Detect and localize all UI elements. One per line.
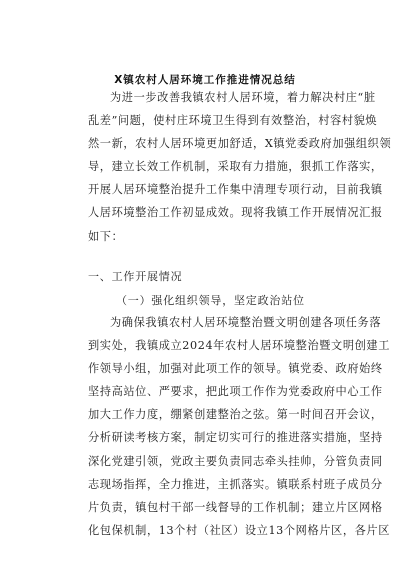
intro-line: 如下：: [88, 229, 124, 243]
intro-line: 乱差”问题，使村庄环境卫生得到有效整治，村容村貌焕: [88, 114, 378, 128]
body-line: 作领导小组，加强对此项工作的领导。镇党委、政府始终: [88, 362, 383, 376]
document-title: X镇农村人居环境工作推进情况总结: [114, 74, 296, 86]
intro-line: 为进一步改善我镇农村人居环境，着力解决村庄“脏: [110, 91, 376, 104]
intro-line: 然一新，农村人居环境更加舒适，X镇党委政府加强组织领: [88, 137, 392, 151]
intro-paragraph: [88, 86, 392, 248]
body-line: 分析研读考核方案，制定切实可行的推进落实措施，坚持: [88, 431, 383, 445]
subsection-heading: （一）强化组织领导，坚定政治站位: [116, 294, 305, 307]
body-line: 深化党建引领，党政主要负责同志牵头挂帅，分管负责同: [88, 454, 383, 468]
intro-line: 导，建立长效工作机制，采取有力措施，狠抓工作落实，: [88, 160, 383, 174]
body-line: 为确保我镇农村人居环境整治暨文明创建各项任务落: [110, 316, 382, 329]
body-line: 加大工作力度，绷紧创建整治之弦。第一时间召开会议，: [88, 408, 383, 422]
body-line: 坚持高站位、严要求，把此项工作作为党委政府中心工作: [88, 385, 383, 399]
body-line: 片负责，镇包村干部一线督导的工作机制；建立片区网格: [88, 500, 383, 514]
body-line: 到实处，我镇成立2024年农村人居环境整治暨文明创建工: [88, 339, 390, 353]
body-line: 化包保机制，13个村（社区）设立13个网格片区，各片区: [88, 523, 390, 537]
intro-line: 开展人居环境整治提升工作集中清理专项行动，目前我镇: [88, 183, 383, 197]
body-line: 志现场指挥，全力推进，主抓落实。镇联系村班子成员分: [88, 477, 383, 491]
section-heading: 一、工作开展情况: [88, 270, 183, 283]
intro-line: 人居环境整治工作初显成效。现将我镇工作开展情况汇报: [88, 206, 383, 220]
body-paragraph: [88, 311, 390, 542]
